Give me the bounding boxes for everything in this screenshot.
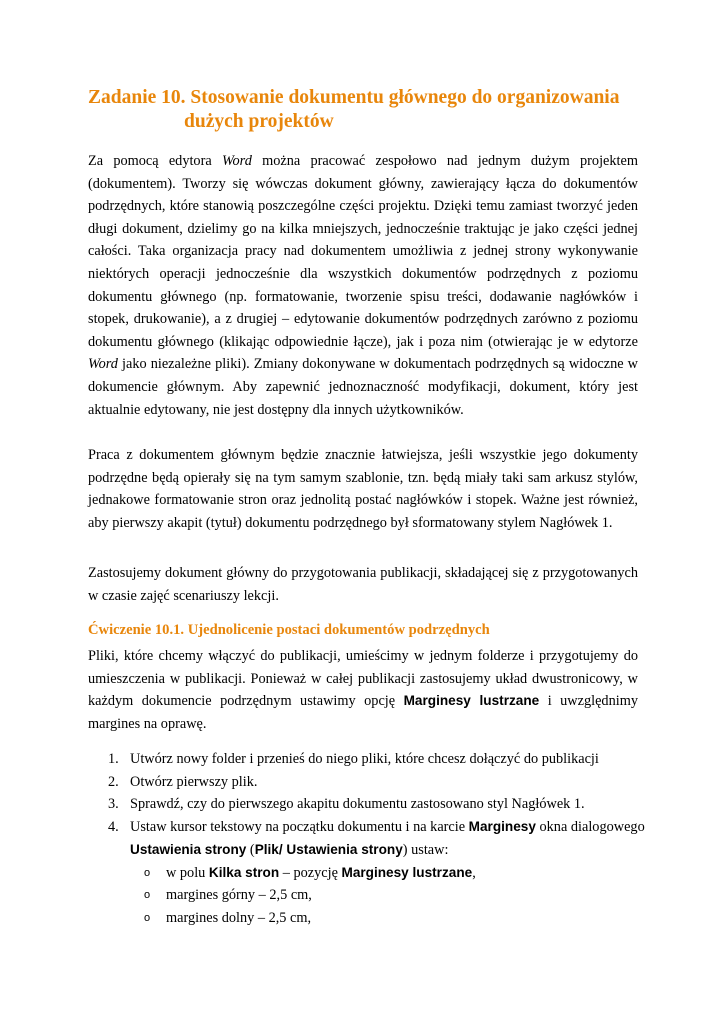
files-text-2: i uwzględnimy margines na oprawę. [88, 693, 638, 732]
margins-tab-term: Marginesy [468, 819, 536, 835]
menu-path-term: Plik/ Ustawienia strony [254, 841, 403, 857]
mirror-margins-term: Marginesy lustrzane [341, 864, 473, 880]
paragraph-template: Praca z dokumentem głównym będzie znacznie łatwiejsza, jeśli wszystkie jego dokumenty podrzędne będą opierały się na tym samym szablonie, tzn. będą miały taki sam arkusz stylów, jednakowe formatowanie stron oraz jednolitą postać nagłówków i stopek. Ważne jest również, aby pierwszy akapit (tytuł) dokumentu podrzędnego był sformatowany stylem Nagłówek 1. [88, 447, 638, 531]
multiple-pages-term: Kilka stron [208, 864, 280, 880]
sub-list [130, 862, 648, 930]
steps-list [88, 748, 648, 930]
page-setup-term: Ustawienia strony [130, 841, 247, 857]
paragraph-intro [88, 150, 638, 421]
paragraph-publication: Zastosujemy dokument główny do przygotowania publikacji, składającej się z przygotowanych w czasie zajęć scenariuszy lekcji. [88, 565, 638, 604]
step-text: Utwórz nowy folder i przenieś do niego pliki, które chcesz dołączyć do publikacji [130, 751, 599, 767]
bullet-icon: o [144, 889, 151, 902]
intro-text-1: Za pomocą edytora [88, 153, 222, 169]
list-item [88, 771, 648, 794]
list-item [88, 793, 648, 816]
sub-text: w polu [166, 864, 209, 881]
paragraph-files [88, 645, 638, 735]
intro-word-2: Word [88, 356, 118, 373]
sub-list-item [130, 862, 648, 885]
list-item [88, 748, 648, 771]
step-number: 4. [108, 819, 119, 836]
title-line-2: dużych projektów [184, 111, 334, 132]
step-text: Sprawdź, czy do pierwszego akapitu dokumentu zastosowano styl Nagłówek 1. [130, 796, 585, 813]
intro-text-3: jako niezależne pliki). Zmiany dokonywane w dokumentach podrzędnych są widoczne w dokumencie głównym. Aby zapewnić jednoznaczność modyfikacji, dokument, który jest aktualnie edytowany, nie jest dostępny dla innych użytkowników. [88, 356, 638, 418]
step4-text-1: Ustaw kursor tekstowy na początku dokumentu i na karcie [130, 819, 469, 836]
list-item [88, 816, 648, 930]
exercise-heading: Ćwiczenie 10.1. Ujednolicenie postaci dokumentów podrzędnych [88, 622, 490, 638]
step-number: 3. [108, 796, 119, 813]
step4-text-3: ( [246, 841, 255, 858]
mirror-margins-term: Marginesy lustrzane [403, 693, 540, 709]
sub-list-item [130, 907, 648, 930]
sub-text: , [472, 864, 476, 881]
page-title [88, 86, 668, 134]
sub-text: margines dolny – 2,5 cm, [166, 909, 312, 926]
step4-text-2: okna dialogowego [535, 819, 645, 836]
step-number: 1. [108, 751, 119, 767]
intro-word-1: Word [221, 153, 252, 169]
sub-text: – pozycję [279, 864, 342, 881]
intro-text-2: można pracować zespołowo nad jednym dużym projektem (dokumentem). Tworzy się wówczas dokument główny, zawierający łącza do dokumentów podrzędnych, które stanowią poszczególne części projektu. Dzięki temu zamiast tworzyć jeden długi dokument, dzielimy go na kilka mniejszych, jednocześnie traktując je jako części jednej całości. Taka organizacja pracy nad dokumentem umożliwia z jednej strony wykonywanie niektórych operacji jednocześnie dla wszystkich dokumentów podrzędnych z poziomu dokumentu głównego (np. formatowanie, tworzenie spisu treści, dodawanie nagłówków i stopek, drukowanie), a z drugiej – edytowanie dokumentów podrzędnych zarówno z poziomu dokumentu głównego (klikając odpowiednie łącze), jak i poza nim (otwierając je w edytorze [88, 153, 638, 350]
files-text-1: Pliki, które chcemy włączyć do publikacji, umieścimy w jednym folderze i przygotujemy do umieszczenia w publikacji. Ponieważ w całej publikacji zastosujemy układ dwustronicowy, w każdym dokumencie podrzędnym ustawimy opcję [88, 648, 638, 710]
bullet-icon: o [144, 911, 151, 924]
bullet-icon: o [144, 866, 151, 879]
sub-text: margines górny – 2,5 cm, [166, 887, 312, 904]
title-line-1: Zadanie 10. Stosowanie dokumentu głównego do organizowania [88, 87, 620, 108]
sub-list-item [130, 884, 648, 907]
step-text: Otwórz pierwszy plik. [130, 773, 258, 790]
step4-text-4: ) ustaw: [402, 841, 449, 858]
step-number: 2. [108, 773, 119, 790]
